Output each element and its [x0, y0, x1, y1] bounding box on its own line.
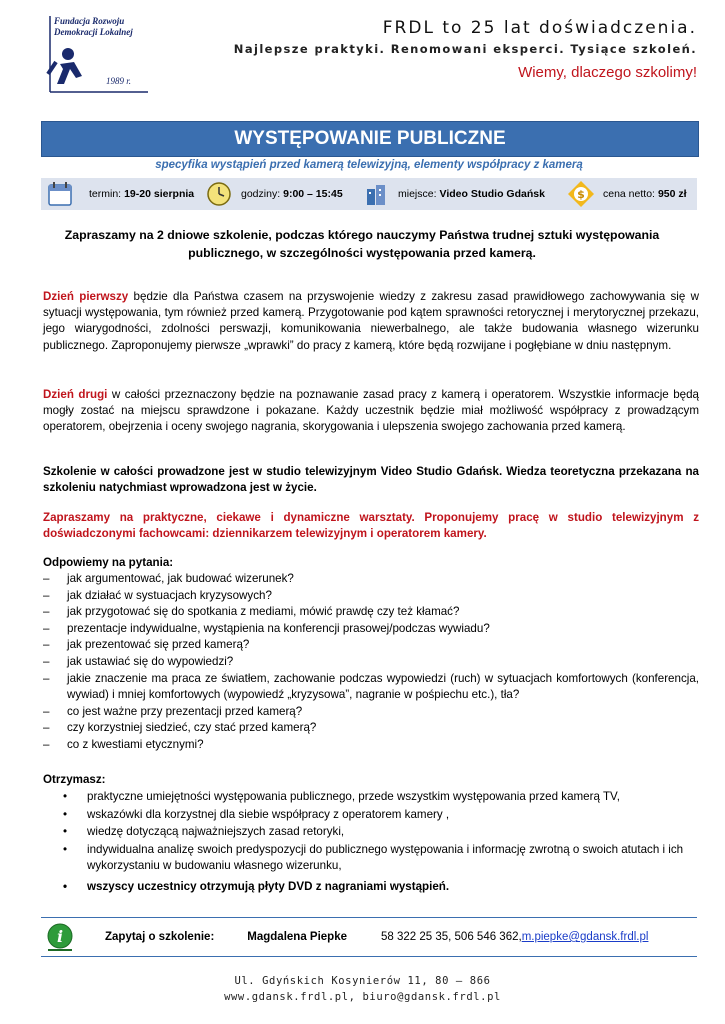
calendar-icon [45, 179, 75, 209]
logo-name-line2: Demokracji Lokalnej [54, 27, 133, 37]
hours-value: 9:00 – 15:45 [283, 188, 343, 200]
footer-address: Ul. Gdyńskich Kosynierów 11, 80 – 866 [234, 975, 491, 987]
tagline-practices: Najlepsze praktyki. Renomowani eksperci. Tysiące szkoleń. [233, 42, 697, 56]
footer-web: www.gdansk.frdl.pl, biuro@gdansk.frdl.pl [224, 991, 501, 1003]
logo-year: 1989 r. [106, 76, 132, 86]
gain-item: • praktyczne umiejętności występowania publicznego, przede wszystkim występowania przed kamerą TV, [43, 789, 699, 806]
contact-bar [41, 920, 697, 954]
price-label: cena netto: [603, 188, 655, 200]
price-value: 950 zł [657, 188, 687, 200]
contact-person: Magdalena Piepke [247, 931, 347, 943]
tagline-experience: FRDL to 25 lat doświadczenia. [382, 18, 697, 38]
logo-name-line1: Fundacja Rozwoju [54, 16, 125, 26]
price-info [603, 178, 687, 210]
tagline-why: Wiemy, dlaczego szkolimy! [518, 64, 697, 81]
question-item: – co jest ważne przy prezentacji przed kamerą? [43, 704, 699, 721]
day1-paragraph [43, 289, 699, 354]
question-item: – jakie znaczenie ma praca ze światłem, zachowanie podczas wypowiedzi (ruch) w sytuacjach komfortowych (konferencja, wywiad) i mniej komfortowych (wypowiedź „kryzysowa”, nagranie w pośpiechu etc.), tła? [43, 671, 699, 704]
question-item: – jak działać w systuacjach kryzysowych? [43, 588, 699, 605]
place-label: miejsce: [398, 188, 437, 200]
day2-text: w całości przeznaczony będzie na poznawanie zasad pracy z kamerą i operatorem. Wszystkie informacje będą mogły zostać na miejscu sprawdzone i pokazane. Każdy uczestnik będzie miał możliwość współpracy z prowadzącym operatorem, obejrzenia i oceny swojego nagrania, skorygowania i ulepszenia swojego zachowania przed kamerą. [43, 388, 699, 434]
hours-label: godziny: [241, 188, 281, 200]
course-info-bar [41, 178, 697, 210]
course-subtitle: specyfika wystąpień przed kamerą telewizyjną, elementy współpracy z kamerą [155, 159, 583, 171]
question-item: – jak przygotować się do spotkania z mediami, mówić prawdę czy też kłamać? [43, 604, 699, 621]
course-title: WYSTĘPOWANIE PUBLICZNE [41, 121, 699, 157]
contact-label: Zapytaj o szkolenie: [105, 931, 215, 943]
questions-list [43, 571, 699, 754]
gain-item-dvd: • wszyscy uczestnicy otrzymują płyty DVD z nagraniami wystąpień. [43, 879, 699, 896]
building-icon [361, 179, 391, 209]
day2-label: Dzień drugi [43, 388, 108, 401]
hours-info [241, 178, 343, 210]
question-item: – prezentacje indywidualne, wystąpienia na konferencji prasowej/podczas wywiadu? [43, 621, 699, 638]
info-icon [45, 922, 75, 952]
svg-text:i: i [56, 927, 64, 946]
term-label: termin: [89, 188, 122, 200]
gains-list [43, 789, 699, 896]
invite-paragraph: Zapraszamy na praktyczne, ciekawe i dynamiczne warsztaty. Proponujemy pracę w studio telewizyjnym z doświadczonymi fachowcami: dziennikarzem telewizyjnym i operatorem kamery. [43, 511, 699, 541]
question-item: – co z kwestiami etycznymi? [43, 737, 699, 754]
clock-icon [204, 179, 234, 209]
term-info [89, 178, 194, 210]
day2-paragraph [43, 387, 699, 436]
svg-text:$: $ [577, 188, 585, 201]
day1-text: będzie dla Państwa czasem na przyswojenie wiedzy z zakresu zasad prawidłowego zachowywania się w sytuacji występowania, tym również przed kamerą. Przygotowanie pod kątem sprawności retorycznej i merytorycznej przekazu, jego wiarygodności, zdolności perswazji, komunikowania niewerbalnego, ale także budowania własnego wizerunku publicznego. Zaproponujemy pierwsze „wprawki” do pracy z kamerą, które będą rozwijane i pogłębiane w dniu następnym. [43, 290, 699, 352]
questions-heading: Odpowiemy na pytania: [43, 556, 174, 569]
contact-phones: 58 322 25 35, 506 546 362, [381, 931, 522, 943]
studio-paragraph: Szkolenie w całości prowadzone jest w studio telewizyjnym Video Studio Gdańsk. Wiedza teoretyczna przekazana na szkoleniu natychmiast wprowadzona jest w życie. [43, 465, 699, 495]
day1-label: Dzień pierwszy [43, 290, 129, 303]
question-item: – czy korzystniej siedzieć, czy stać przed kamerą? [43, 720, 699, 737]
gain-item: • wiedzę dotyczącą najważniejszych zasad retoryki, [43, 824, 699, 841]
gains-heading: Otrzymasz: [43, 773, 106, 786]
term-value: 19-20 sierpnia [124, 188, 195, 200]
frdl-logo [30, 14, 150, 94]
place-value: Video Studio Gdańsk [439, 188, 545, 200]
question-item: – jak ustawiać się do wypowiedzi? [43, 654, 699, 671]
question-item: – jak argumentować, jak budować wizerunek? [43, 571, 699, 588]
contact-top-rule [41, 917, 697, 918]
contact-bottom-rule [41, 956, 697, 957]
contact-email-link[interactable]: m.piepke@gdansk.frdl.pl [521, 931, 649, 943]
place-info [398, 178, 545, 210]
logo-name [54, 16, 133, 38]
lead-paragraph: Zapraszamy na 2 dniowe szkolenie, podczas którego nauczymy Państwa trudnej sztuki występowania publicznego, w szczególności występowania przed kamerą. [64, 228, 660, 260]
gain-item: • indywidualna analizę swoich predyspozycji do publicznego występowania i informację zwrotną o swoich atutach i ich wykorzystaniu w budowaniu własnego wizerunku, [43, 842, 699, 875]
gain-item: • wskazówki dla korzystnej dla siebie współpracy z operatorem kamery , [43, 807, 699, 824]
price-tag-icon [566, 179, 596, 209]
question-item: – jak prezentować się przed kamerą? [43, 637, 699, 654]
